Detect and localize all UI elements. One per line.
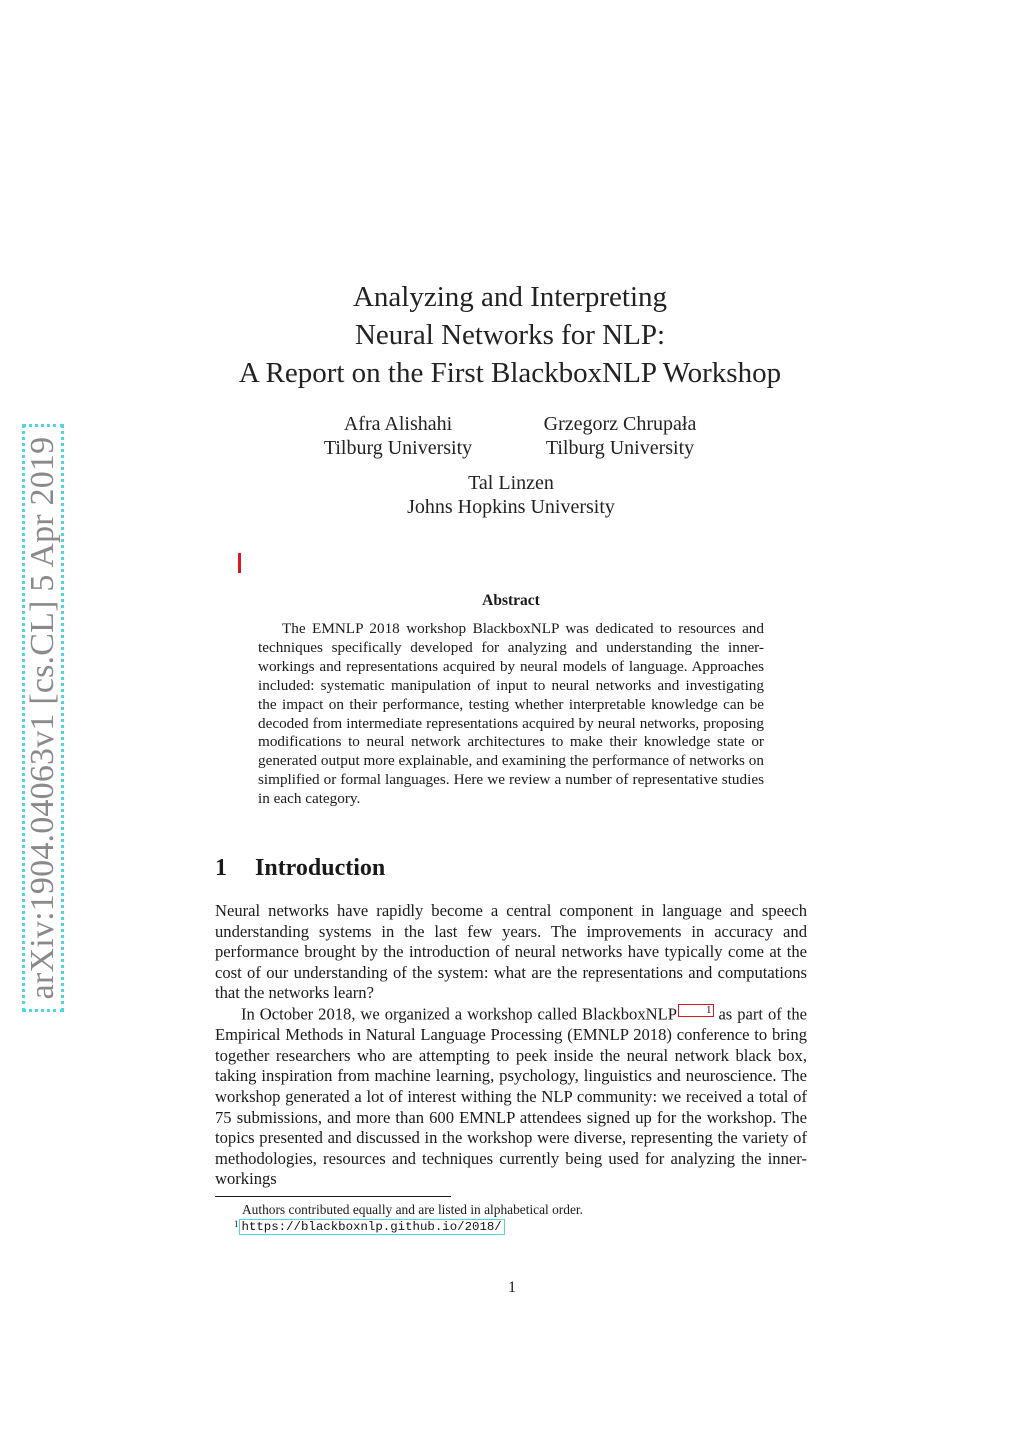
page-number: 1 bbox=[508, 1279, 516, 1296]
title-line-3: A Report on the First BlackboxNLP Workshop bbox=[238, 357, 782, 389]
section-heading-introduction bbox=[215, 855, 385, 882]
title-line-2: Neural Networks for NLP: bbox=[354, 319, 666, 351]
arxiv-identifier-stamp[interactable] bbox=[22, 424, 64, 1012]
author-name: Tal Linzen bbox=[468, 472, 554, 494]
paragraph-text-before-footnote: In October 2018, we organized a workshop called BlackboxNLP bbox=[241, 1004, 677, 1024]
footnote-reference-link[interactable]: 1 bbox=[678, 1004, 714, 1017]
abstract-text: The EMNLP 2018 workshop BlackboxNLP was dedicated to resources and techniques specifically developed for analyzing and understanding the inner-workings and representations acquired by neural models of language. Approaches included: systematic manipulation of input to neural networks and investigating the impact on their performance, testing whether interpretable knowledge can be decoded from intermediate representations acquired by neural networks, proposing modifications to neural network architectures to make their knowledge state or generated output more explainable, and examining the performance of networks on simplified or formal languages. Here we review a number of representative studies in each category. bbox=[258, 620, 764, 808]
footnote-url bbox=[234, 1219, 505, 1235]
footnote-author-note: Authors contributed equally and are listed in alphabetical order. bbox=[242, 1202, 583, 1217]
title-line-1: Analyzing and Interpreting bbox=[352, 281, 668, 313]
text-cursor-mark bbox=[238, 553, 241, 573]
section-title: Introduction bbox=[255, 855, 386, 881]
author-name: Afra Alishahi bbox=[343, 413, 453, 435]
paragraph-text-after-footnote: as part of the Empirical Methods in Natural Language Processing (EMNLP 2018) conference to bring together researchers who are attempting to peek inside the neural network black box, taking inspiration from machine learning, psychology, linguistics and neuroscience. The workshop generated a lot of interest withing the NLP community: we received a total of 75 submissions, and more than 600 EMNLP attendees signed up for the workshop. The topics presented and discussed in the workshop were diverse, representing the variety of methodologies, resources and techniques currently being used for analyzing the inner-workings bbox=[215, 1004, 807, 1189]
author-block-3 bbox=[380, 471, 642, 519]
introduction-paragraph-2 bbox=[215, 1004, 807, 1190]
footnote-divider bbox=[215, 1196, 451, 1197]
author-block-1 bbox=[298, 412, 498, 460]
blackboxnlp-url-link[interactable]: https://blackboxnlp.github.io/2018/ bbox=[239, 1219, 505, 1235]
abstract-heading: Abstract bbox=[482, 592, 540, 609]
author-block-2 bbox=[520, 412, 720, 460]
author-affiliation: Johns Hopkins University bbox=[407, 496, 615, 518]
author-name: Grzegorz Chrupała bbox=[543, 413, 697, 435]
author-affiliation: Tilburg University bbox=[323, 437, 473, 459]
introduction-paragraph-1: Neural networks have rapidly become a central component in language and speech understanding systems in the last few years. The improvements in accuracy and performance brought by the introduction of neural networks have typically come at the cost of our understanding of the system: what are the representations and computations that the networks learn? bbox=[215, 901, 807, 1003]
author-affiliation: Tilburg University bbox=[545, 437, 695, 459]
section-number: 1 bbox=[215, 855, 227, 881]
arxiv-identifier-text: arXiv:1904.04063v1 [cs.CL] 5 Apr 2019 bbox=[24, 436, 61, 1000]
footnote-marker: 1 bbox=[234, 1219, 239, 1229]
paper-title bbox=[150, 278, 870, 392]
